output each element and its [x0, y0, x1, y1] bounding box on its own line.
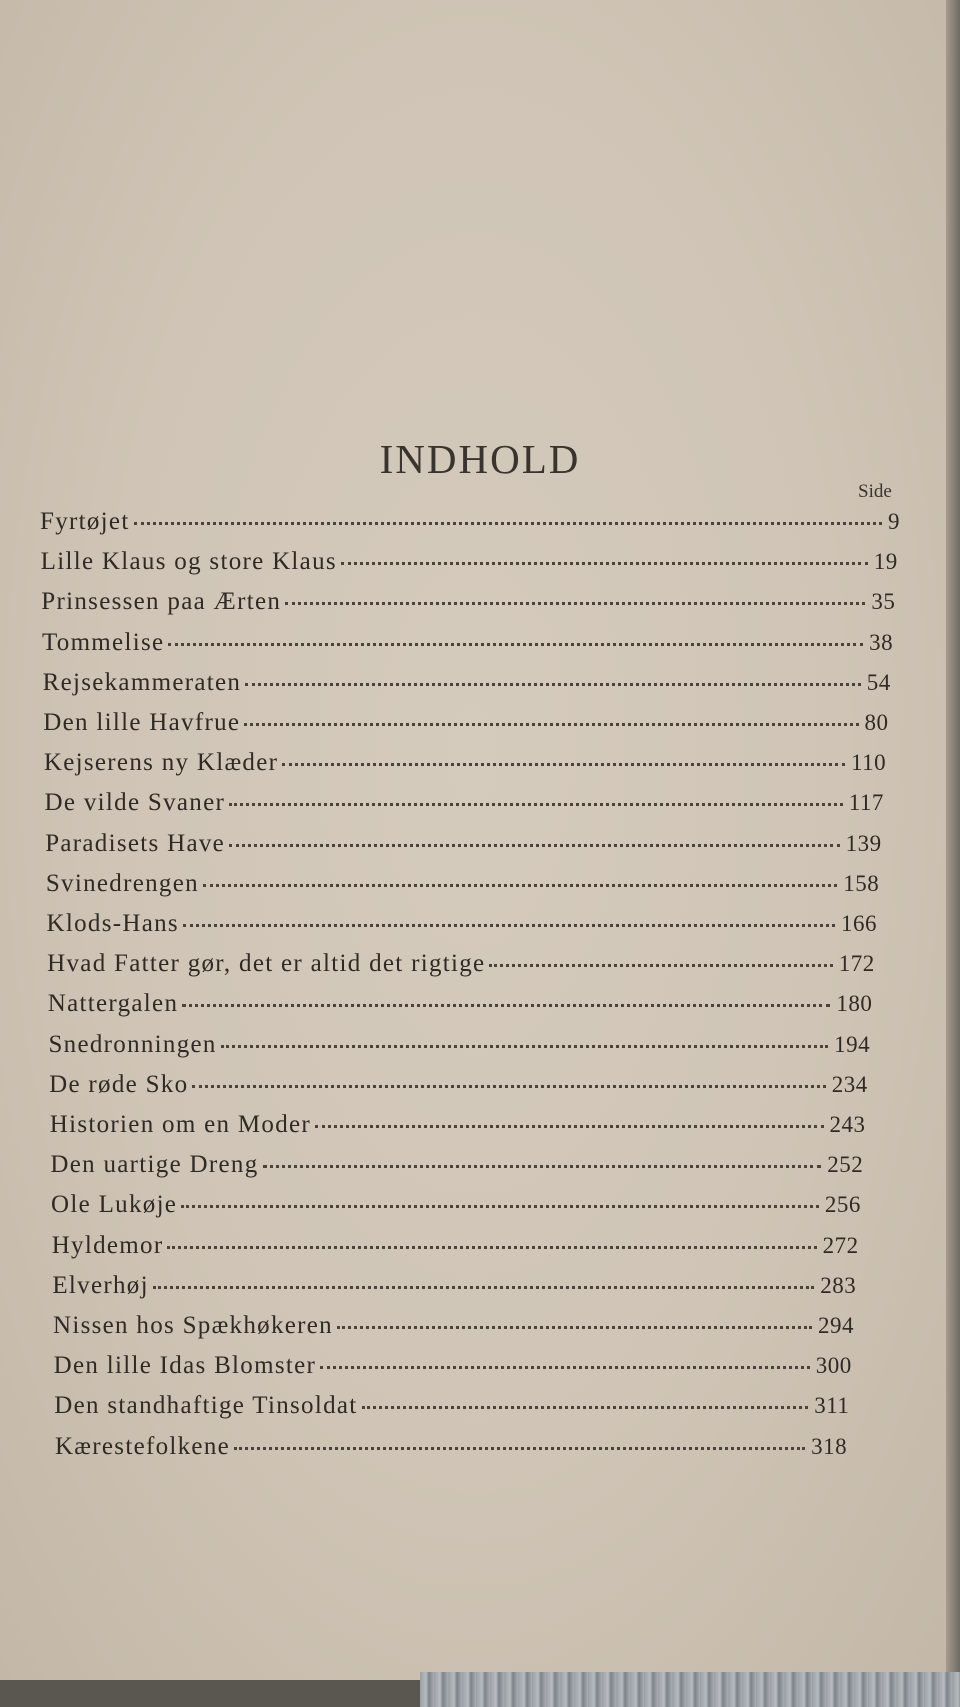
dot-leader: [362, 1406, 809, 1409]
toc-entry: [48, 990, 873, 1018]
dot-leader: [320, 1366, 810, 1369]
toc-entry-page: 54: [866, 669, 891, 695]
toc-entry-page: 283: [820, 1272, 857, 1298]
toc-entry: [47, 950, 875, 978]
dot-leader: [244, 723, 858, 726]
dot-leader: [337, 1326, 812, 1329]
toc-entry-title: Svinedrengen: [45, 869, 199, 897]
toc-entry-title: Den uartige Dreng: [50, 1151, 259, 1179]
toc-entry-page: 294: [818, 1313, 854, 1338]
toc-entry-title: Kejserens ny Klæder: [43, 749, 279, 777]
toc-entry: [50, 1111, 866, 1139]
dot-leader: [153, 1286, 814, 1289]
toc-entry-title: Paradisets Have: [45, 829, 226, 857]
toc-entry-title: Nattergalen: [47, 990, 179, 1018]
toc-entry: [47, 910, 878, 938]
toc-entry-title: Den lille Havfrue: [43, 709, 241, 736]
toc-entry: [41, 588, 895, 616]
toc-entry-page: 311: [814, 1393, 850, 1419]
fabric-background: [420, 1672, 960, 1707]
toc-entry: [41, 548, 898, 576]
dot-leader: [181, 1205, 819, 1208]
toc-entry-page: 117: [848, 790, 884, 816]
toc-entry-page: 166: [841, 911, 877, 936]
toc-entry-title: Snedronningen: [48, 1030, 217, 1058]
toc-entry: [55, 1433, 847, 1461]
dot-leader: [341, 562, 868, 565]
dot-leader: [221, 1045, 828, 1048]
toc-entry: [40, 508, 900, 536]
toc-entry-title: De røde Sko: [49, 1070, 189, 1098]
toc-entry-title: Lille Klaus og store Klaus: [40, 548, 337, 576]
toc-entry: [54, 1352, 852, 1380]
toc-entry-page: 172: [838, 951, 875, 977]
toc-entry: [43, 669, 891, 697]
toc-entry-title: Prinsessen paa Ærten: [41, 588, 282, 616]
toc-entry-title: Den standhaftige Tinsoldat: [54, 1392, 358, 1420]
toc-entry-page: 19: [873, 549, 898, 575]
toc-entry-page: 9: [888, 509, 900, 534]
toc-entry: [50, 1151, 863, 1179]
toc-entry: [53, 1312, 854, 1340]
dot-leader: [229, 803, 843, 806]
toc-entry: [49, 1071, 868, 1099]
toc-entry-title: Kærestefolkene: [54, 1432, 231, 1460]
toc-entry-page: 256: [824, 1192, 861, 1218]
toc-entry-page: 110: [851, 750, 887, 776]
toc-entry-page: 80: [864, 710, 889, 735]
toc-entry: [52, 1272, 856, 1300]
toc-entry-page: 243: [829, 1112, 866, 1137]
toc-entry: [51, 1191, 861, 1219]
toc-entry-page: 194: [834, 1031, 871, 1057]
toc-entry: [44, 749, 886, 777]
toc-entry-title: Elverhøj: [52, 1271, 149, 1299]
toc-entry-title: Ole Lukøje: [51, 1191, 178, 1219]
toc-entry-page: 180: [836, 991, 873, 1017]
toc-entry: [45, 830, 881, 858]
toc-entry-title: Fyrtøjet: [40, 508, 130, 535]
toc-entry: [46, 870, 879, 898]
page-column-label: Side: [858, 481, 892, 502]
dot-leader: [489, 964, 832, 967]
toc-entry-title: Historien om en Moder: [49, 1111, 312, 1138]
toc-entry-title: Hyldemor: [51, 1231, 164, 1259]
dot-leader: [134, 522, 882, 525]
dot-leader: [203, 884, 837, 887]
dot-leader: [285, 602, 865, 605]
toc-entry-page: 234: [831, 1071, 868, 1097]
toc-entry-page: 252: [827, 1152, 864, 1178]
toc-entry-page: 300: [815, 1353, 852, 1379]
dot-leader: [229, 844, 840, 847]
toc-entry-title: Nissen hos Spækhøkeren: [53, 1312, 333, 1339]
toc-entry: [43, 709, 888, 737]
toc-entry-page: 139: [845, 830, 882, 856]
dot-leader: [245, 683, 861, 686]
toc-entry-title: Den lille Idas Blomster: [53, 1352, 317, 1380]
dot-leader: [315, 1125, 823, 1128]
page-edge: [946, 0, 960, 1680]
dot-leader: [263, 1165, 822, 1168]
toc-entry: [52, 1232, 859, 1260]
toc-entry-title: Klods-Hans: [46, 910, 179, 937]
dot-leader: [234, 1447, 805, 1450]
dot-leader: [183, 924, 835, 927]
dot-leader: [167, 1246, 816, 1249]
dot-leader: [182, 1004, 830, 1007]
toc-entry-page: 158: [843, 870, 880, 896]
toc-entry: [45, 789, 884, 817]
page-title: INDHOLD: [379, 436, 581, 482]
toc-entry: [54, 1392, 849, 1420]
toc-entry-page: 35: [871, 589, 896, 615]
toc-entry-page: 272: [822, 1232, 859, 1258]
toc-entry: [48, 1031, 870, 1059]
toc-entry-title: Rejsekammeraten: [42, 668, 242, 696]
toc-entry-page: 318: [811, 1433, 848, 1459]
toc-entry-title: Hvad Fatter gør, det er altid det rigtige: [47, 950, 486, 978]
toc-entry-title: Tommelise: [41, 628, 165, 656]
dot-leader: [192, 1085, 825, 1088]
dot-leader: [282, 763, 845, 766]
toc-entry-page: 38: [869, 629, 894, 655]
toc-entry: [42, 629, 893, 657]
toc-entry-title: De vilde Svaner: [44, 789, 226, 817]
dot-leader: [168, 643, 863, 646]
